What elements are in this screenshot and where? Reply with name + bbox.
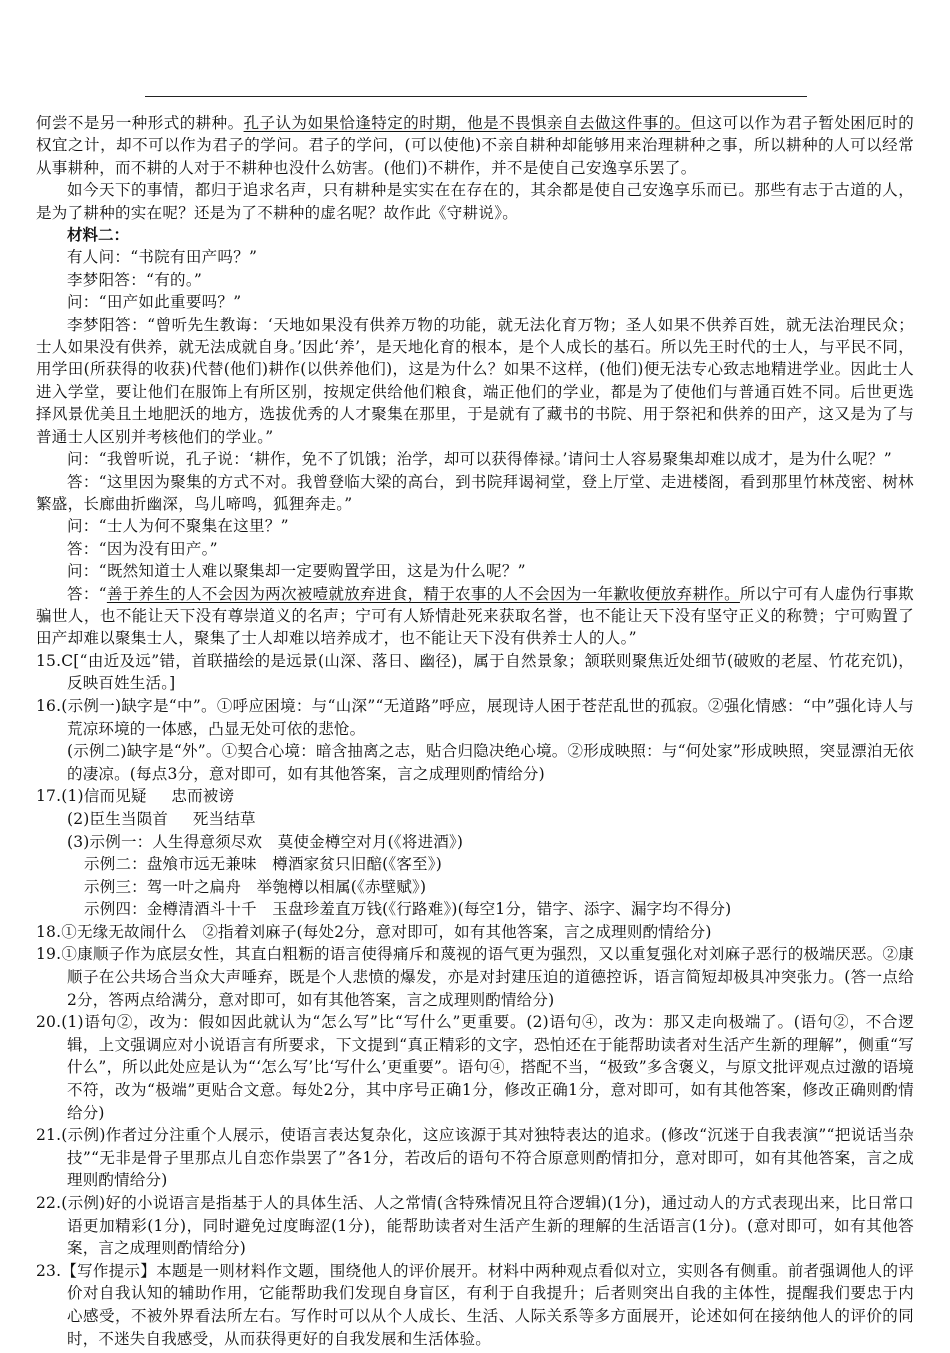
underlined-sentence: 孔子认为如果恰逢特定的时期，他是不畏惧亲自去做这件事的。 — [243, 114, 691, 132]
underlined-sentence: 善于养生的人不会因为两次被噎就放弃进食，精于农事的人不会因为一年歉收便放弃耕作。 — [106, 584, 740, 603]
dialogue-line: 答：“善于养生的人不会因为两次被噎就放弃进食，精于农事的人不会因为一年歉收便放弃耕作。所以宁可有人虚伪行事欺骗世人，也不能让天下没有尊崇道义的名声；宁可有人矫情赴死来获取名誉，也不能让天下没有坚守正义的称赞；宁可购置了田产却难以聚集士人，聚集了士人却难以培养成才，也不能让天下没有供养士人的人。” — [36, 584, 914, 648]
translation-paragraph-2: 如今天下的事情，都归于追求名声，只有耕种是实实在在存在的，其余都是使自己安逸享乐而已。那些有志于古道的人，是为了耕种的实在呢？还是为了不耕种的虚名呢？故作此《守耕说》。 — [36, 181, 914, 222]
dialogue-line: 问：“士人为何不聚集在这里？” — [67, 517, 289, 536]
answer-20: 20.(1)语句②，改为：假如因此就认为“怎么写”比“写什么”更重要。(2)语句④，改为：那又走向极端了。(语句②，不合逻辑，上文强调应对小说语言有所要求，下文提到“真正精彩的文字，恐怕还在于能帮助读者对生活产生新的理解”，侧重“写什么”，所以此处应是认为“‘怎么写’比‘写什么’更重要”。语句④，搭配不当，“极致”多含褒义，与原文批评观点过激的语境不符，改为“极端”更贴合文意。每处2分，其中序号正确1分，修改正确1分，意对即可，如有其他答案，修改正确则酌情给分) — [36, 1013, 914, 1122]
dialogue-line: 李梦阳答：“有的。” — [67, 270, 203, 289]
dialogue-line: 李梦阳答：“曾听先生教诲：‘天地如果没有供养万物的功能，就无法化育万物；圣人如果不供养百姓，就无法治理民众；士人如果没有供养，就无法成就自身。’因此‘养’，是天地化育的根本，是个人成长的基石。所以先王时代的士人，与平民不同，用学田(所获得的收获)代替(他们)耕作(以供养他们)，这是为什么？如果不这样，(他们)便无法专心致志地精进学业。因此士人进入学堂，要让他们在服饰上有所区别，按规定供给他们粮食，端正他们的学业，都是为了使他们与普通百姓不同。后世更选择风景优美且土地肥沃的地方，选拔优秀的人才聚集在那里，于是就有了藏书的书院、用于祭祀和供养的田产，这又是为了与普通士人区别并考核他们的学业。” — [36, 315, 914, 446]
answer-17-3: (3)示例一：人生得意须尽欢 莫使金樽空对月(《将进酒》) — [67, 832, 464, 851]
top-rule — [145, 96, 807, 97]
material-two-heading: 材料二： — [67, 225, 130, 245]
answer-16: 16.(示例一)缺字是“中”。①呼应困境：与“山深”“无道路”呼应，展现诗人困于苍茫乱世的孤寂。②强化情感：“中”强化诗人与荒凉环境的一体感，凸显无处可依的悲怆。 — [36, 696, 914, 738]
dialogue-line: 答：“这里因为聚集的方式不对。我曾登临大梁的高台，到书院拜谒祠堂，登上厅堂、走进楼阁，看到那里竹林茂密、树林繁盛，长廊曲折幽深，鸟儿啼鸣，狐狸奔走。” — [36, 472, 914, 513]
answer-15: 15.C[“由近及远”错，首联描绘的是远景(山深、落日、幽径)，属于自然景象；颔联则聚焦近处细节(破败的老屋、竹花充饥)，反映百姓生活。] — [36, 651, 914, 693]
answer-21: 21.(示例)作者过分注重个人展示，使语言表达复杂化，这应该源于其对独特表达的追求。(修改“沉迷于自我表演”“把说话当杂技”“无非是骨子里那点儿自恋作祟罢了”各1分，若改后的语句不符合原意则酌情扣分，意对即可，如有其他答案，言之成理则酌情给分) — [36, 1126, 914, 1190]
dialogue-line: 答：“因为没有田产。” — [67, 539, 218, 558]
answer-17-example-2: 示例二：盘飧市远无兼味 樽酒家贫只旧醅(《客至》) — [84, 855, 442, 874]
dialogue-line: 问：“既然知道士人难以聚集却一定要购置学田，这是为什么呢？” — [67, 562, 526, 581]
answer-22: 22.(示例)好的小说语言是指基于人的具体生活、人之常情(含特殊情况且符合逻辑)(1分)，通过动人的方式表现出来，比日常口语更加精彩(1分)，同时避免过度晦涩(1分)，能帮助读者对生活产生新的理解的生活语言(1分)。(意对即可，如有其他答案，言之成理则酌情给分) — [36, 1194, 914, 1258]
answer-17-example-4: 示例四：金樽清酒斗十千 玉盘珍羞直万钱(《行路难》)(每空1分，错字、添字、漏字均不得分) — [84, 900, 732, 919]
answer-17-1: 17.(1)信而见疑 忠而被谤 — [36, 787, 235, 806]
translation-paragraph-1: 何尝不是另一种形式的耕种。孔子认为如果恰逢特定的时期，他是不畏惧亲自去做这件事的。但这可以作为君子暂处困厄时的权宜之计，却不可以作为君子的学问。君子的学问，(可以使他)不亲自耕种却能够用来治理耕种之事，所以耕种的人可以经常从事耕种，而不耕的人对于不耕种也没什么妨害。(他们)不耕作，并不是使自己安逸享乐罢了。 — [36, 114, 915, 177]
dialogue-line: 问：“我曾听说，孔子说：‘耕作，免不了饥饿；治学，却可以获得俸禄。’请问士人容易聚集却难以成才，是为什么呢？” — [67, 450, 892, 469]
dialogue-line: 有人问：“书院有田产吗？” — [67, 248, 258, 267]
answer-18: 18.①无缘无故闹什么 ②指着刘麻子(每处2分，意对即可，如有其他答案，言之成理则酌情给分) — [36, 922, 712, 941]
dialogue-line: 问：“田产如此重要吗？” — [67, 293, 242, 312]
document-page — [36, 112, 914, 1350]
answer-16-example-2: (示例二)缺字是“外”。①契合心境：暗含抽离之志，贴合归隐决绝心境。②形成映照：与“何处家”形成映照，突显漂泊无依的凄凉。(每点3分，意对即可，如有其他答案，言之成理则酌情给分) — [67, 742, 914, 783]
answer-17-example-3: 示例三：驾一叶之扁舟 举匏樽以相属(《赤壁赋》) — [84, 877, 427, 896]
answer-23: 23.【写作提示】本题是一则材料作文题，围绕他人的评价展开。材料中两种观点看似对立，实则各有侧重。前者强调他人的评价对自我认知的辅助作用，它能帮助我们发现自身盲区，有利于自我提升；后者则突出自我的主体性，提醒我们要忠于内心感受，不被外界看法所左右。写作时可以从个人成长、生活、人际关系等多方面展开，论述如何在接纳他人的评价的同时，不迷失自我感受，从而获得更好的自我发展和生活体验。 — [36, 1261, 914, 1348]
answer-19: 19.①康顺子作为底层女性，其直白粗粝的语言使得痛斥和蔑视的语气更为强烈，又以重复强化对刘麻子恶行的极端厌恶。②康顺子在公共场合当众大声唾弃，既是个人悲愤的爆发，亦是对封建压迫的道德控诉，语言简短却极具冲突张力。(答一点给2分，答两点给满分，意对即可，如有其他答案，言之成理则酌情给分) — [36, 945, 914, 1009]
answer-17-2: (2)臣生当陨首 死当结草 — [67, 809, 256, 828]
